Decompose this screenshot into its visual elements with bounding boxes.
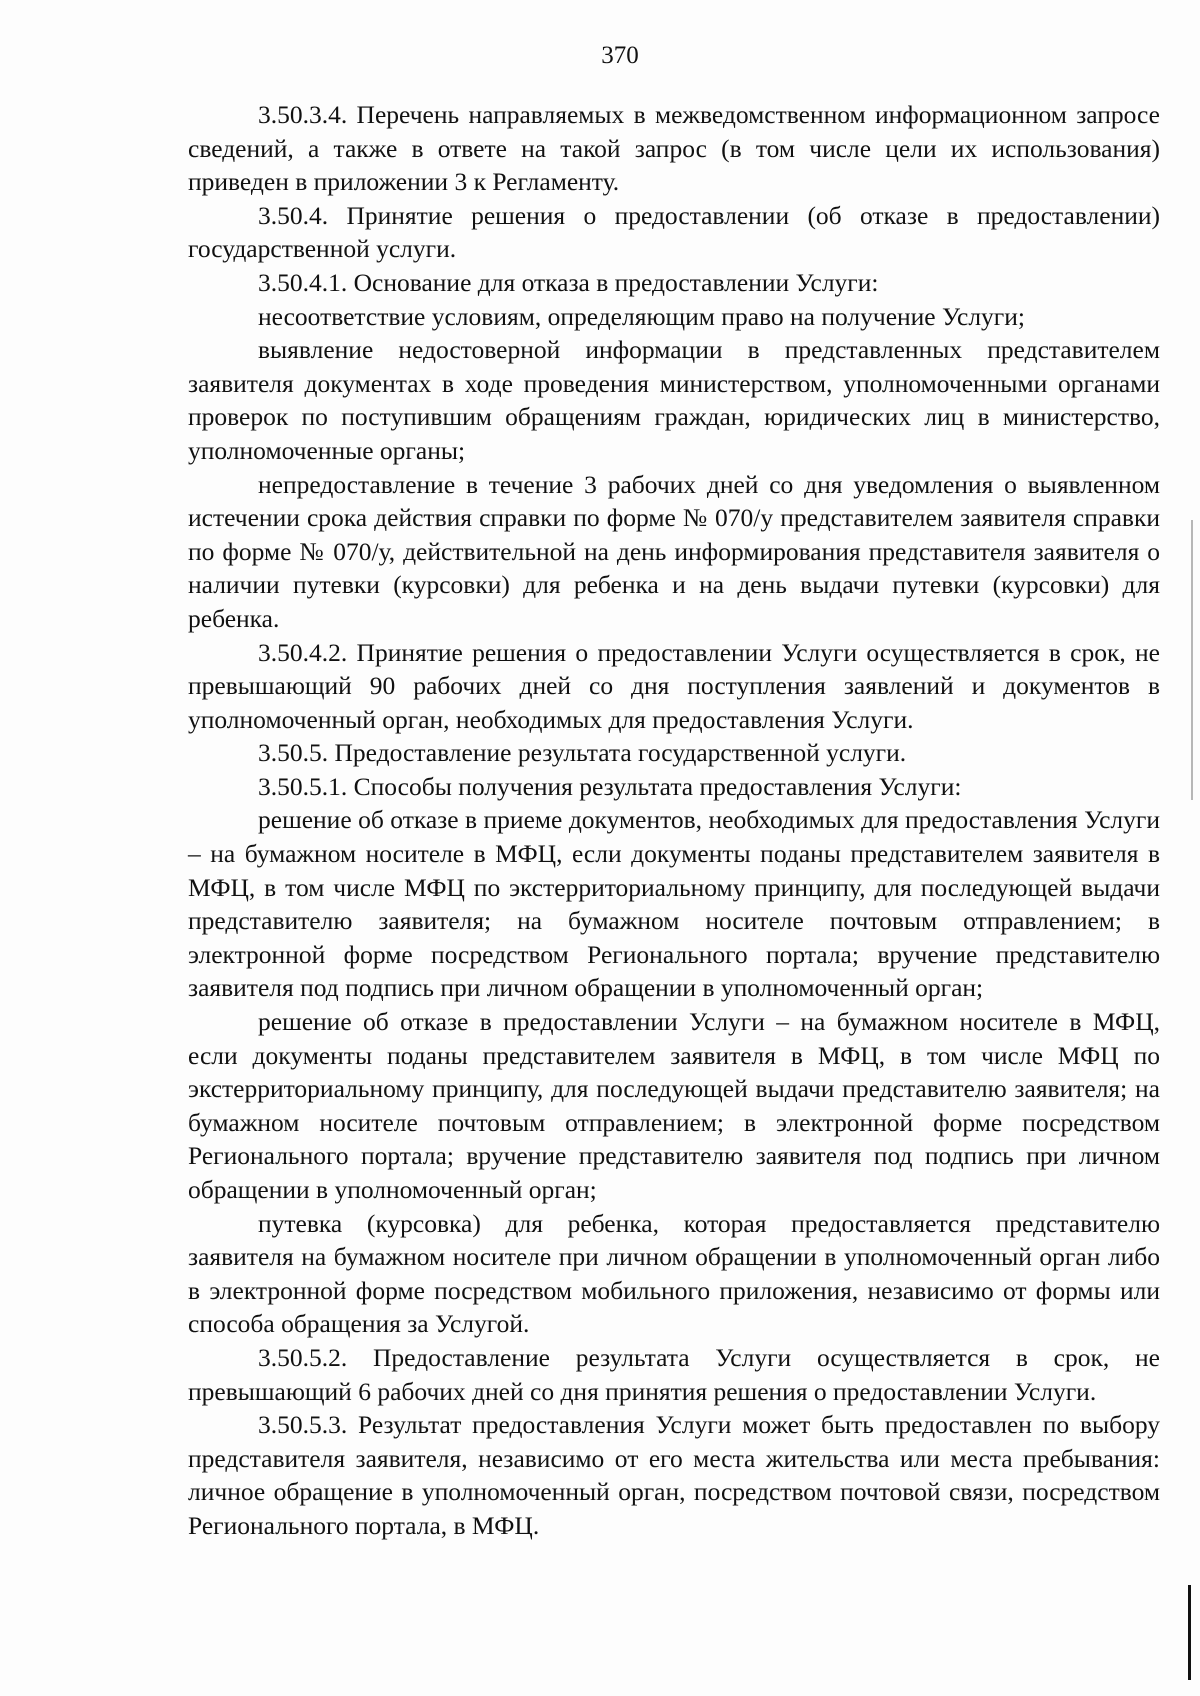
- document-body: [188, 98, 1160, 1543]
- paragraph-3-50-4: 3.50.4. Принятие решения о предоставлении (об отказе в предоставлении) государственной услуги.: [188, 200, 1160, 264]
- scan-edge-mark: [1191, 520, 1193, 800]
- paragraph-3-50-4-2: 3.50.4.2. Принятие решения о предоставлении Услуги осуществляется в срок, не превышающий 90 рабочих дней со дня поступления заявлений и документов в уполномоченный орган, необходимых для предоставления Услуги.: [188, 637, 1160, 734]
- scan-edge-mark-bottom: [1188, 1585, 1191, 1680]
- paragraph-result-method-2: решение об отказе в предоставлении Услуги – на бумажном носителе в МФЦ, если документы поданы представителем заявителя в МФЦ, в том числе МФЦ по экстерриториальному принципу, для последующей выдачи представителю заявителя; на бумажном носителе почтовым отправлением; в электронной форме посредством Регионального портала; вручение представителю заявителя под подпись при личном обращении в уполномоченный орган;: [188, 1007, 1160, 1204]
- paragraph-3-50-4-1: 3.50.4.1. Основание для отказа в предоставлении Услуги:: [258, 267, 879, 297]
- paragraph-3-50-5-3: 3.50.5.3. Результат предоставления Услуги может быть предоставлен по выбору представителя заявителя, независимо от его места жительства или места пребывания: личное обращение в уполномоченный орган, посредством почтовой связи, посредством Регионального портала, в МФЦ.: [188, 1410, 1160, 1540]
- paragraph-3-50-3-4: 3.50.3.4. Перечень направляемых в межведомственном информационном запросе сведений, а также в ответе на такой запрос (в том числе цели их использования) приведен в приложении 3 к Регламенту.: [188, 100, 1160, 197]
- paragraph-result-method-1: решение об отказе в приеме документов, необходимых для предоставления Услуги – на бумажном носителе в МФЦ, если документы поданы представителем заявителя в МФЦ, в том числе МФЦ по экстерриториальному принципу, для последующей выдачи представителю заявителя; на бумажном носителе почтовым отправлением; в электронной форме посредством Регионального портала; вручение представителю заявителя под подпись при личном обращении в уполномоченный орган;: [188, 805, 1160, 1003]
- paragraph-3-50-5-2: 3.50.5.2. Предоставление результата Услуги осуществляется в срок, не превышающий 6 рабочих дней со дня принятия решения о предоставлении Услуги.: [188, 1342, 1160, 1406]
- paragraph-result-method-3: путевка (курсовка) для ребенка, которая предоставляется представителю заявителя на бумажном носителе при личном обращении в уполномоченный орган либо в электронной форме посредством мобильного приложения, независимо от формы или способа обращения за Услугой.: [188, 1208, 1160, 1339]
- page-number: 370: [601, 42, 639, 69]
- paragraph-refusal-ground-3: непредоставление в течение 3 рабочих дней со дня уведомления о выявленном истечении срока действия справки по форме № 070/у представителем заявителя справки по форме № 070/у, действительной на день информирования представителя заявителя о наличии путевки (курсовки) для ребенка и на день выдачи путевки (курсовки) для ребенка.: [188, 469, 1160, 633]
- paragraph-3-50-5: 3.50.5. Предоставление результата государственной услуги.: [258, 738, 907, 768]
- paragraph-refusal-ground-1: несоответствие условиям, определяющим право на получение Услуги;: [258, 301, 1025, 331]
- paragraph-3-50-5-1: 3.50.5.1. Способы получения результата предоставления Услуги:: [258, 771, 962, 801]
- paragraph-refusal-ground-2: выявление недостоверной информации в представленных представителем заявителя документах в ходе проведения министерством, уполномоченными органами проверок по поступившим обращениям граждан, юридических лиц в министерство, уполномоченные органы;: [188, 335, 1160, 465]
